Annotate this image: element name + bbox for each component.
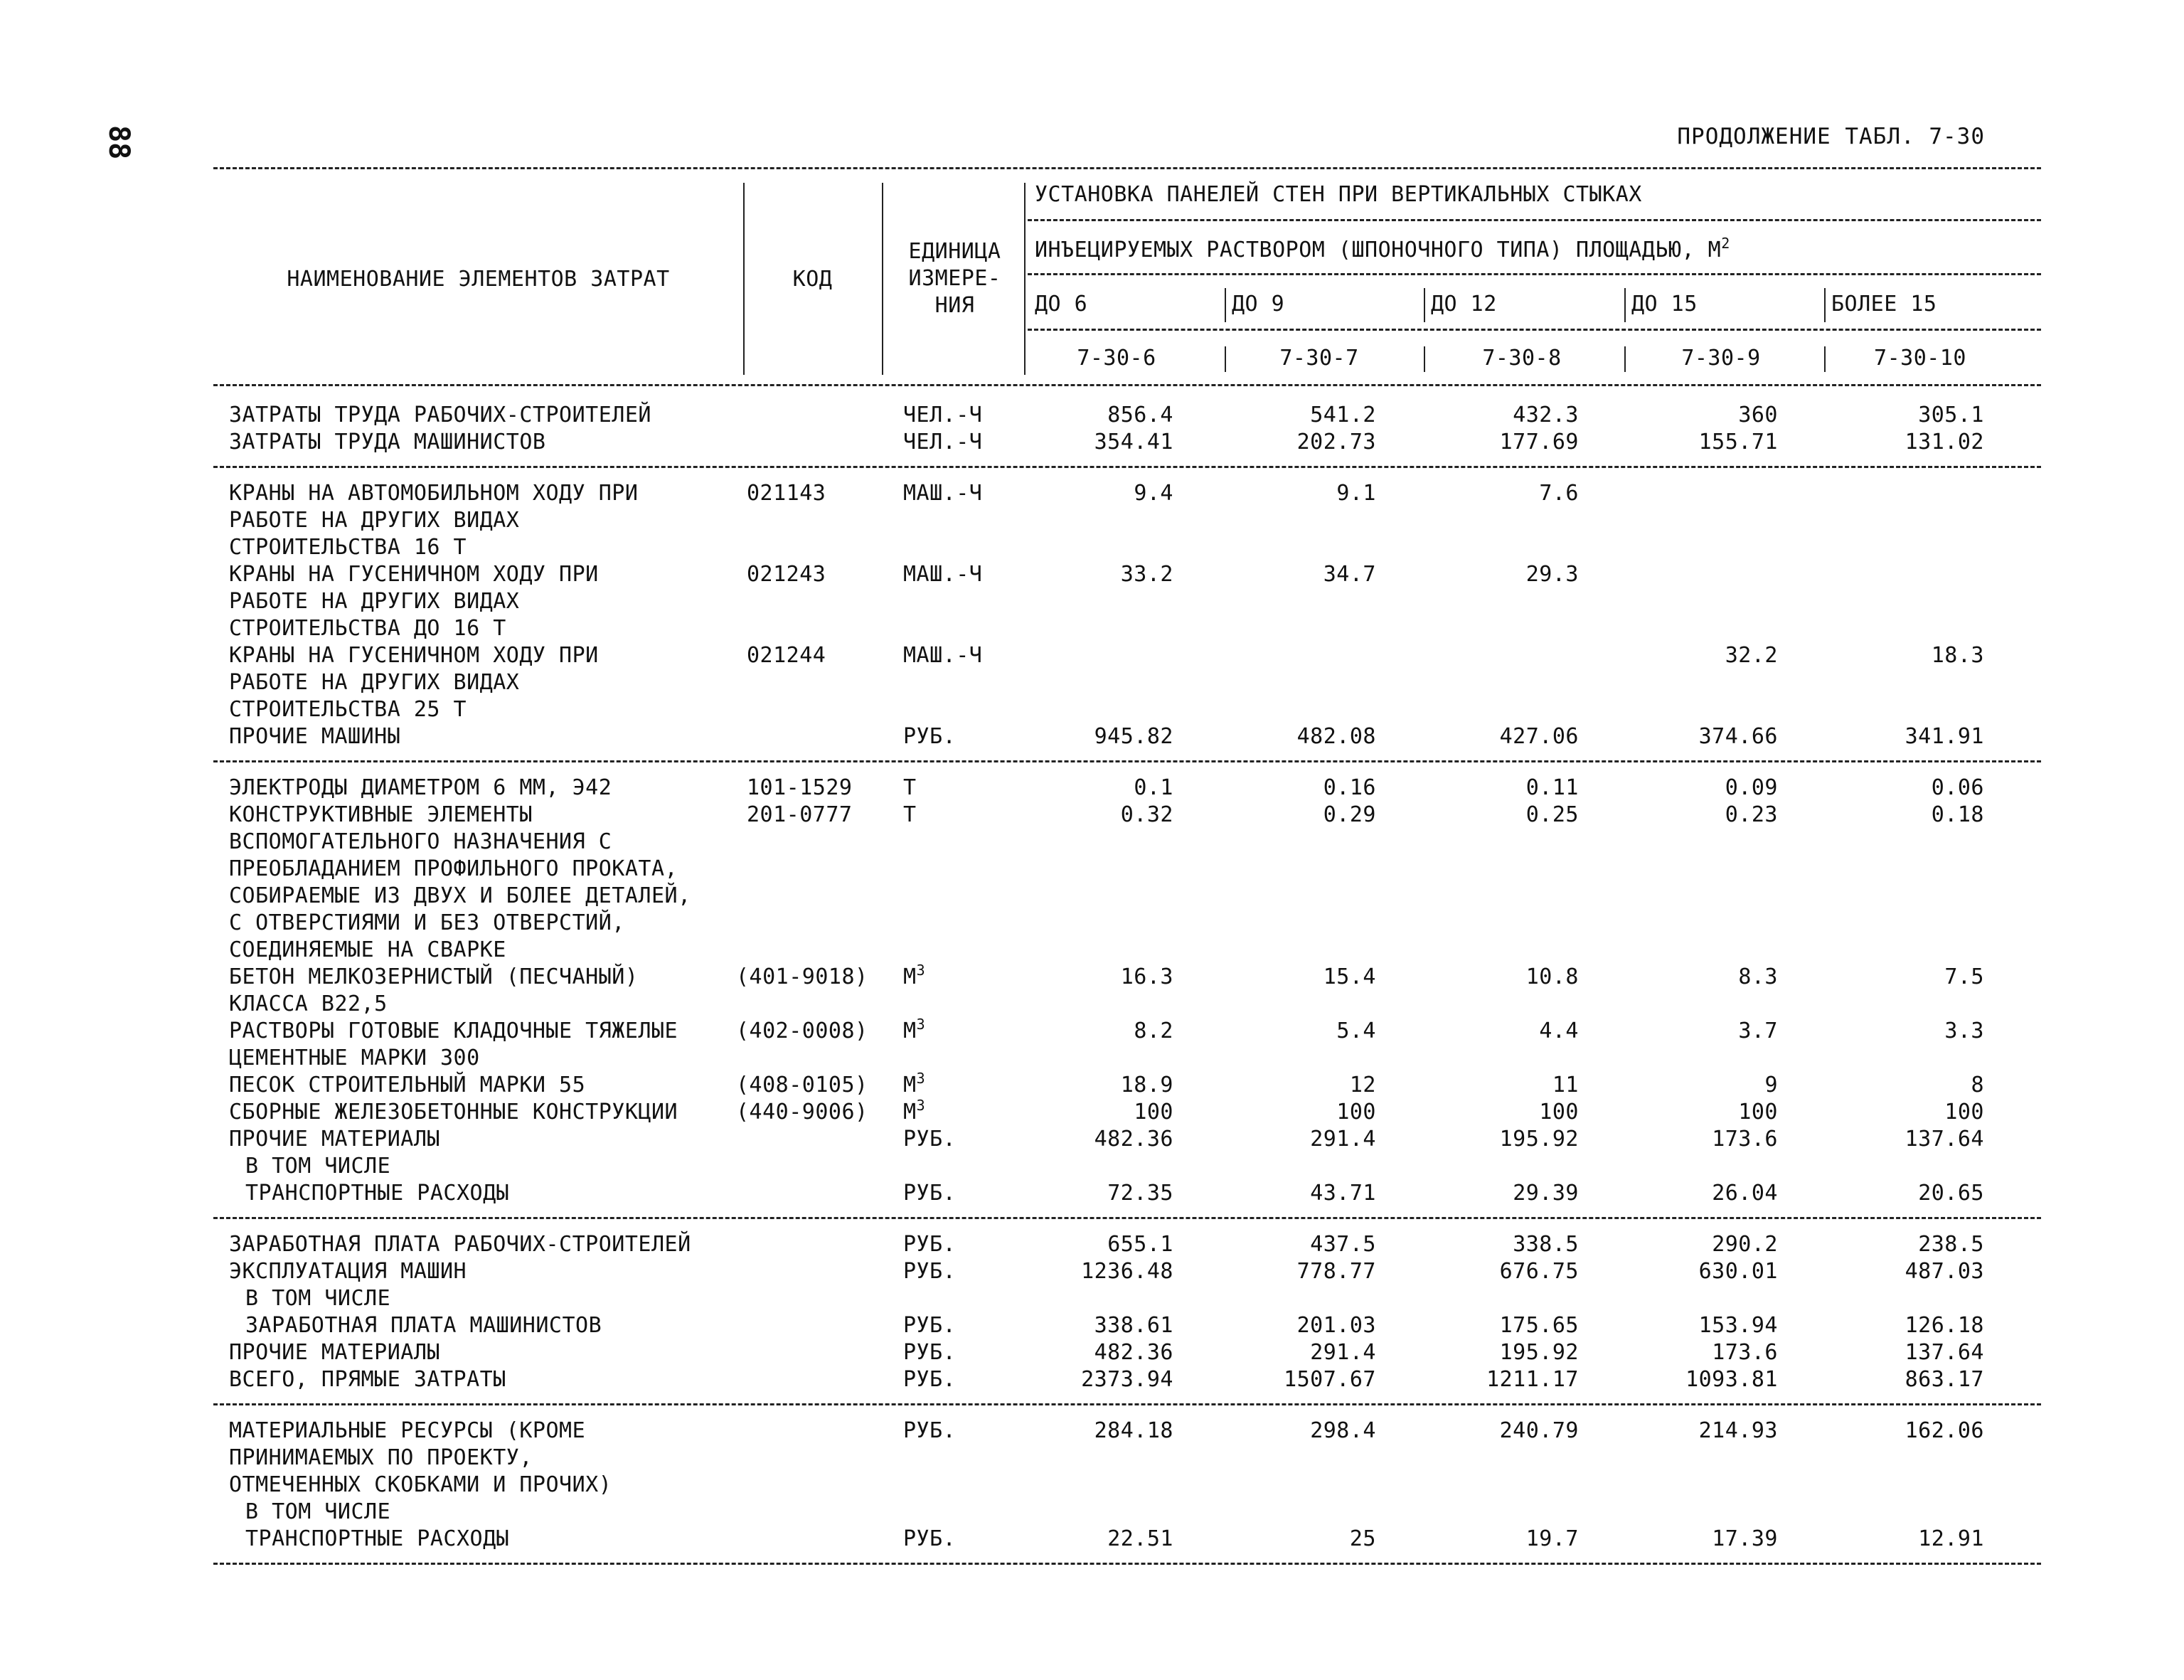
- row-value: 1211.17: [1486, 1367, 1579, 1392]
- row-value: 8: [1971, 1073, 1984, 1097]
- row-value: 487.03: [1905, 1259, 1984, 1284]
- row-value: 354.41: [1094, 430, 1173, 454]
- header-group-rule: [1028, 219, 2041, 221]
- row-unit: ЧЕЛ.-Ч: [903, 403, 983, 427]
- row-name: КОНСТРУКТИВНЫЕ ЭЛЕМЕНТЫ: [229, 802, 533, 827]
- row-value: 0.09: [1725, 775, 1778, 800]
- row-name: СТРОИТЕЛЬСТВА 25 Т: [229, 697, 467, 722]
- row-value: 630.01: [1698, 1259, 1778, 1284]
- row-value: 4.4: [1539, 1019, 1579, 1043]
- row-value: 9.1: [1336, 481, 1376, 506]
- row-unit: РУБ.: [903, 724, 957, 749]
- column-separator: [1225, 288, 1226, 322]
- row-name: ВСПОМОГАТЕЛЬНОГО НАЗНАЧЕНИЯ С: [229, 829, 612, 854]
- row-value: 201.03: [1296, 1313, 1376, 1338]
- row-value: 298.4: [1310, 1418, 1376, 1443]
- header-size-rule: [1028, 273, 2041, 275]
- row-value: 100: [1539, 1100, 1579, 1125]
- row-name: ЗАРАБОТНАЯ ПЛАТА РАБОЧИХ-СТРОИТЕЛЕЙ: [229, 1232, 691, 1257]
- row-value: 291.4: [1310, 1127, 1376, 1152]
- row-value: 0.1: [1134, 775, 1173, 800]
- row-value: 214.93: [1698, 1418, 1778, 1443]
- row-code: (408-0105): [736, 1073, 868, 1097]
- row-value: 1093.81: [1685, 1367, 1778, 1392]
- row-name: В ТОМ ЧИСЛЕ: [245, 1499, 391, 1524]
- row-unit: $М^3$: [903, 1016, 926, 1043]
- header-norm-code: 7-30-10: [1874, 346, 1966, 371]
- row-value: 33.2: [1120, 562, 1173, 587]
- row-value: 12: [1349, 1073, 1376, 1097]
- row-value: 11: [1552, 1073, 1579, 1097]
- row-name: В ТОМ ЧИСЛЕ: [245, 1286, 391, 1311]
- row-value: 290.2: [1712, 1232, 1778, 1257]
- row-value: 20.65: [1918, 1181, 1984, 1206]
- row-value: 338.5: [1513, 1232, 1579, 1257]
- row-name: СОЕДИНЯЕМЫЕ НА СВАРКЕ: [229, 937, 506, 962]
- row-unit: РУБ.: [903, 1232, 957, 1257]
- row-unit: РУБ.: [903, 1340, 957, 1365]
- row-value: 374.66: [1698, 724, 1778, 749]
- row-value: 173.6: [1712, 1127, 1778, 1152]
- row-value: 338.61: [1094, 1313, 1173, 1338]
- row-value: 655.1: [1107, 1232, 1173, 1257]
- row-value: 153.94: [1698, 1313, 1778, 1338]
- row-value: 100: [1944, 1100, 1984, 1125]
- row-name: ЗАТРАТЫ ТРУДА РАБОЧИХ-СТРОИТЕЛЕЙ: [229, 403, 651, 427]
- row-name: КЛАССА В22,5: [229, 991, 388, 1016]
- row-name: ЦЕМЕНТНЫЕ МАРКИ 300: [229, 1046, 480, 1070]
- row-unit: РУБ.: [903, 1367, 957, 1392]
- row-name: С ОТВЕРСТИЯМИ И БЕЗ ОТВЕРСТИЙ,: [229, 910, 625, 935]
- row-value: 202.73: [1296, 430, 1376, 454]
- row-unit: РУБ.: [903, 1313, 957, 1338]
- row-value: 432.3: [1513, 403, 1579, 427]
- header-group-title: УСТАНОВКА ПАНЕЛЕЙ СТЕН ПРИ ВЕРТИКАЛЬНЫХ СТЫКАХ: [1035, 182, 1642, 207]
- header-size-label: ДО 12: [1431, 292, 1497, 317]
- row-value: 360: [1738, 403, 1778, 427]
- column-separator: [1824, 288, 1826, 322]
- row-value: 137.64: [1905, 1340, 1984, 1365]
- row-value: 16.3: [1120, 964, 1173, 989]
- row-name: ЭЛЕКТРОДЫ ДИАМЕТРОМ 6 ММ, Э42: [229, 775, 612, 800]
- row-value: 3.7: [1738, 1019, 1778, 1043]
- row-value: 18.9: [1120, 1073, 1173, 1097]
- row-name: ЗАРАБОТНАЯ ПЛАТА МАШИНИСТОВ: [245, 1313, 602, 1338]
- row-value: 437.5: [1310, 1232, 1376, 1257]
- column-separator: [743, 183, 745, 375]
- row-name: ТРАНСПОРТНЫЕ РАСХОДЫ: [245, 1526, 510, 1551]
- row-value: 126.18: [1905, 1313, 1984, 1338]
- row-value: 12.91: [1918, 1526, 1984, 1551]
- row-value: 131.02: [1905, 430, 1984, 454]
- header-unit-column: ИЗМЕРЕ-: [908, 266, 1001, 291]
- row-value: 195.92: [1499, 1340, 1579, 1365]
- row-unit: МАШ.-Ч: [903, 562, 983, 587]
- row-code: 021244: [747, 643, 826, 668]
- row-code: 021143: [747, 481, 826, 506]
- row-value: 0.06: [1931, 775, 1984, 800]
- row-name: ВСЕГО, ПРЯМЫЕ ЗАТРАТЫ: [229, 1367, 506, 1392]
- row-value: 238.5: [1918, 1232, 1984, 1257]
- section-rule: [213, 1217, 2041, 1219]
- row-value: 1236.48: [1081, 1259, 1173, 1284]
- row-unit: РУБ.: [903, 1181, 957, 1206]
- section-rule: [213, 466, 2041, 468]
- header-code-rule: [1028, 329, 2041, 331]
- row-value: 25: [1349, 1526, 1376, 1551]
- row-value: 0.29: [1323, 802, 1376, 827]
- row-name: СТРОИТЕЛЬСТВА 16 Т: [229, 535, 467, 560]
- row-unit: Т: [903, 802, 917, 827]
- row-value: 15.4: [1323, 964, 1376, 989]
- row-value: 100: [1134, 1100, 1173, 1125]
- row-name: ПРОЧИЕ МАТЕРИАЛЫ: [229, 1127, 440, 1152]
- row-code: 021243: [747, 562, 826, 587]
- row-value: 29.39: [1513, 1181, 1579, 1206]
- row-value: 427.06: [1499, 724, 1579, 749]
- row-value: 305.1: [1918, 403, 1984, 427]
- row-value: 26.04: [1712, 1181, 1778, 1206]
- row-code: 201-0777: [747, 802, 853, 827]
- row-value: 0.32: [1120, 802, 1173, 827]
- row-value: 155.71: [1698, 430, 1778, 454]
- row-value: 341.91: [1905, 724, 1984, 749]
- row-value: 482.08: [1296, 724, 1376, 749]
- row-code: (401-9018): [736, 964, 868, 989]
- header-size-label: ДО 9: [1232, 292, 1285, 317]
- header-size-label: БОЛЕЕ 15: [1831, 292, 1937, 317]
- section-rule: [213, 1403, 2041, 1405]
- header-name-column: НАИМЕНОВАНИЕ ЭЛЕМЕНТОВ ЗАТРАТ: [287, 267, 670, 292]
- row-code: 101-1529: [747, 775, 853, 800]
- header-norm-code: 7-30-6: [1077, 346, 1156, 371]
- row-value: 5.4: [1336, 1019, 1376, 1043]
- row-value: 43.71: [1310, 1181, 1376, 1206]
- section-rule: [213, 760, 2041, 762]
- row-unit: РУБ.: [903, 1418, 957, 1443]
- row-value: 2373.94: [1081, 1367, 1173, 1392]
- header-size-label: ДО 6: [1035, 292, 1088, 317]
- row-value: 0.18: [1931, 802, 1984, 827]
- row-name: ЭКСПЛУАТАЦИЯ МАШИН: [229, 1259, 467, 1284]
- row-name: КРАНЫ НА АВТОМОБИЛЬНОМ ХОДУ ПРИ: [229, 481, 639, 506]
- row-value: 173.6: [1712, 1340, 1778, 1365]
- row-value: 100: [1738, 1100, 1778, 1125]
- row-name: МАТЕРИАЛЬНЫЕ РЕСУРСЫ (КРОМЕ: [229, 1418, 586, 1443]
- row-value: 9.4: [1134, 481, 1173, 506]
- row-value: 240.79: [1499, 1418, 1579, 1443]
- row-unit: РУБ.: [903, 1259, 957, 1284]
- section-rule: [213, 1563, 2041, 1565]
- column-separator: [1624, 288, 1626, 322]
- row-name: РАБОТЕ НА ДРУГИХ ВИДАХ: [229, 589, 520, 614]
- row-value: 7.5: [1944, 964, 1984, 989]
- row-value: 863.17: [1905, 1367, 1984, 1392]
- row-name: КРАНЫ НА ГУСЕНИЧНОМ ХОДУ ПРИ: [229, 643, 599, 668]
- row-value: 0.23: [1725, 802, 1778, 827]
- header-unit-column: ЕДИНИЦА: [908, 239, 1001, 264]
- row-name: В ТОМ ЧИСЛЕ: [245, 1154, 391, 1179]
- row-name: СБОРНЫЕ ЖЕЛЕЗОБЕТОННЫЕ КОНСТРУКЦИИ: [229, 1100, 678, 1125]
- row-unit: МАШ.-Ч: [903, 643, 983, 668]
- header-bottom-rule: [213, 384, 2041, 386]
- row-value: 945.82: [1094, 724, 1173, 749]
- row-unit: РУБ.: [903, 1526, 957, 1551]
- row-unit: Т: [903, 775, 917, 800]
- row-value: 195.92: [1499, 1127, 1579, 1152]
- row-name: ОТМЕЧЕННЫХ СКОБКАМИ И ПРОЧИХ): [229, 1472, 612, 1497]
- header-code-column: КОД: [792, 267, 833, 292]
- row-value: 284.18: [1094, 1418, 1173, 1443]
- row-value: 8.2: [1134, 1019, 1173, 1043]
- header-unit-column: НИЯ: [934, 293, 975, 318]
- row-value: 778.77: [1296, 1259, 1376, 1284]
- row-value: 0.25: [1525, 802, 1579, 827]
- row-unit: РУБ.: [903, 1127, 957, 1152]
- row-value: 34.7: [1323, 562, 1376, 587]
- row-value: 22.51: [1107, 1526, 1173, 1551]
- row-value: 29.3: [1525, 562, 1579, 587]
- row-value: 72.35: [1107, 1181, 1173, 1206]
- row-name: ПРЕОБЛАДАНИЕМ ПРОФИЛЬНОГО ПРОКАТА,: [229, 856, 678, 881]
- row-value: 17.39: [1712, 1526, 1778, 1551]
- row-name: ПРОЧИЕ МАТЕРИАЛЫ: [229, 1340, 440, 1365]
- row-value: 676.75: [1499, 1259, 1579, 1284]
- row-unit: ЧЕЛ.-Ч: [903, 430, 983, 454]
- row-name: РАБОТЕ НА ДРУГИХ ВИДАХ: [229, 670, 520, 695]
- header-norm-code: 7-30-7: [1279, 346, 1359, 371]
- row-value: 541.2: [1310, 403, 1376, 427]
- row-code: (440-9006): [736, 1100, 868, 1125]
- row-value: 8.3: [1738, 964, 1778, 989]
- row-value: 7.6: [1539, 481, 1579, 506]
- row-value: 482.36: [1094, 1127, 1173, 1152]
- row-unit: МАШ.-Ч: [903, 481, 983, 506]
- column-separator: [1424, 288, 1425, 322]
- column-separator: [882, 183, 883, 375]
- row-value: 482.36: [1094, 1340, 1173, 1365]
- row-unit: $М^3$: [903, 1070, 926, 1097]
- row-value: 3.3: [1944, 1019, 1984, 1043]
- row-value: 100: [1336, 1100, 1376, 1125]
- row-unit: $М^3$: [903, 962, 926, 989]
- row-name: СТРОИТЕЛЬСТВА ДО 16 Т: [229, 616, 506, 641]
- header-top-rule: [213, 167, 2041, 169]
- table-continuation-title: ПРОДОЛЖЕНИЕ ТАБЛ. 7-30: [1677, 124, 1985, 149]
- row-name: БЕТОН МЕЛКОЗЕРНИСТЫЙ (ПЕСЧАНЫЙ): [229, 964, 639, 989]
- row-value: 291.4: [1310, 1340, 1376, 1365]
- row-value: 32.2: [1725, 643, 1778, 668]
- row-value: 0.11: [1525, 775, 1579, 800]
- row-value: 162.06: [1905, 1418, 1984, 1443]
- row-name: СОБИРАЕМЫЕ ИЗ ДВУХ И БОЛЕЕ ДЕТАЛЕЙ,: [229, 883, 691, 908]
- row-code: (402-0008): [736, 1019, 868, 1043]
- row-value: 1507.67: [1284, 1367, 1376, 1392]
- row-value: 0.16: [1323, 775, 1376, 800]
- row-value: 18.3: [1931, 643, 1984, 668]
- header-group-subtitle: ИНЪЕЦИРУЕМЫХ РАСТВОРОМ (ШПОНОЧНОГО ТИПА) ПЛОЩАДЬЮ, $М^2$: [1035, 235, 1730, 262]
- page-number: 88: [102, 125, 135, 160]
- header-size-label: ДО 15: [1631, 292, 1698, 317]
- row-value: 10.8: [1525, 964, 1579, 989]
- row-value: 19.7: [1525, 1526, 1579, 1551]
- row-value: 9: [1764, 1073, 1778, 1097]
- row-value: 177.69: [1499, 430, 1579, 454]
- header-norm-code: 7-30-8: [1482, 346, 1562, 371]
- row-value: 175.65: [1499, 1313, 1579, 1338]
- header-norm-code: 7-30-9: [1681, 346, 1761, 371]
- row-unit: $М^3$: [903, 1097, 926, 1125]
- row-name: РАСТВОРЫ ГОТОВЫЕ КЛАДОЧНЫЕ ТЯЖЕЛЫЕ: [229, 1019, 678, 1043]
- row-value: 856.4: [1107, 403, 1173, 427]
- row-name: РАБОТЕ НА ДРУГИХ ВИДАХ: [229, 508, 520, 533]
- row-name: ЗАТРАТЫ ТРУДА МАШИНИСТОВ: [229, 430, 546, 454]
- row-name: ТРАНСПОРТНЫЕ РАСХОДЫ: [245, 1181, 510, 1206]
- row-name: ПЕСОК СТРОИТЕЛЬНЫЙ МАРКИ 55: [229, 1073, 586, 1097]
- row-value: 137.64: [1905, 1127, 1984, 1152]
- row-name: КРАНЫ НА ГУСЕНИЧНОМ ХОДУ ПРИ: [229, 562, 599, 587]
- row-name: ПРИНИМАЕМЫХ ПО ПРОЕКТУ,: [229, 1445, 533, 1470]
- row-name: ПРОЧИЕ МАШИНЫ: [229, 724, 401, 749]
